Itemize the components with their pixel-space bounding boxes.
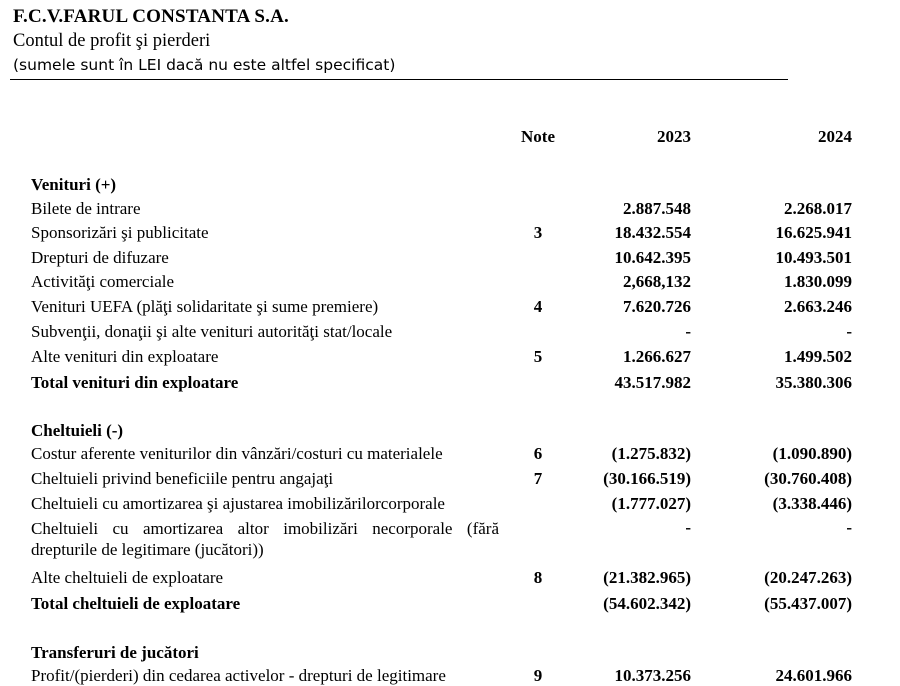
- row-value-2023: 1.266.627: [623, 347, 691, 366]
- row-label: Costur aferente veniturilor din vânzări/costuri cu materialele: [31, 444, 443, 463]
- row-note: 8: [533, 568, 543, 587]
- total-label: Total cheltuieli de exploatare: [31, 594, 241, 613]
- row-value-2024: 10.493.501: [775, 248, 852, 267]
- row-value-2023: (1.777.027): [611, 494, 691, 513]
- row-value-2023: 10.373.256: [614, 666, 691, 685]
- row-label: Cheltuieli cu amortizarea şi ajustarea imobilizărilorcorporale: [31, 494, 445, 513]
- column-headers: [0, 127, 900, 151]
- row-value-2023: -: [685, 518, 691, 537]
- row-label: Venituri UEFA (plăţi solidaritate şi sume premiere): [31, 297, 379, 316]
- row-note: 5: [533, 347, 543, 366]
- section-title-cheltuieli: [0, 421, 900, 445]
- table-row: [0, 322, 900, 346]
- row-value-2023: (1.275.832): [611, 444, 691, 463]
- table-row: [0, 272, 900, 296]
- table-row: [0, 347, 900, 371]
- row-value-2024: 2.663.246: [784, 297, 852, 316]
- row-label: Cheltuieli privind beneficiile pentru angajaţi: [31, 469, 334, 488]
- row-value-2024: 2.268.017: [784, 199, 852, 218]
- row-label: Bilete de intrare: [31, 199, 141, 218]
- row-label: Drepturi de difuzare: [31, 248, 169, 267]
- row-value-2024: (3.338.446): [772, 494, 852, 513]
- row-value-2024: 1.830.099: [784, 272, 852, 291]
- header-rule: [10, 79, 788, 80]
- row-value-2023: 10.642.395: [614, 248, 691, 267]
- table-row: [0, 223, 900, 247]
- row-label: Cheltuieli cu amortizarea altor imobilizări necorporale (fără drepturile de legitimare (jucători)): [31, 519, 499, 559]
- row-label: Profit/(pierderi) din cedarea activelor - drepturi de legitimare: [31, 666, 446, 685]
- total-row-venituri: [0, 373, 900, 397]
- total-value-2024: 35.380.306: [775, 373, 852, 392]
- row-label: Subvenţii, donaţii şi alte venituri autorităţi stat/locale: [31, 322, 393, 341]
- section-title-transferuri: [0, 643, 900, 667]
- row-value-2024: 16.625.941: [775, 223, 852, 242]
- row-value-2024: -: [846, 518, 852, 537]
- table-row: [0, 297, 900, 321]
- row-value-2023: (30.166.519): [603, 469, 691, 488]
- row-note: 6: [533, 444, 543, 463]
- row-note: 7: [533, 469, 543, 488]
- total-label: Total venituri din exploatare: [31, 373, 239, 392]
- row-note: 4: [533, 297, 543, 316]
- row-value-2023: 7.620.726: [623, 297, 691, 316]
- table-row: [0, 199, 900, 223]
- total-value-2024: (55.437.007): [764, 594, 852, 613]
- row-value-2024: -: [846, 322, 852, 341]
- row-label: Alte cheltuieli de exploatare: [31, 568, 224, 587]
- table-row: [0, 666, 900, 685]
- statement-title: Contul de profit şi pierderi: [13, 31, 211, 51]
- row-value-2023: -: [685, 322, 691, 341]
- table-row: [0, 568, 900, 592]
- section-title-venituri: [0, 175, 900, 199]
- row-value-2024: (20.247.263): [764, 568, 852, 587]
- row-value-2024: (30.760.408): [764, 469, 852, 488]
- table-row: [0, 444, 900, 468]
- section-title: Venituri (+): [31, 175, 117, 194]
- currency-note: (sumele sunt în LEI dacă nu este altfel specificat): [13, 56, 396, 74]
- row-note: 3: [533, 223, 543, 242]
- total-row-cheltuieli: [0, 594, 900, 618]
- table-row: [0, 248, 900, 272]
- row-value-2023: 2,668,132: [623, 272, 691, 291]
- section-title: Cheltuieli (-): [31, 421, 124, 440]
- total-value-2023: (54.602.342): [603, 594, 691, 613]
- table-row: [0, 518, 900, 562]
- row-note: 9: [533, 666, 543, 685]
- row-value-2023: (21.382.965): [603, 568, 691, 587]
- column-2023-header: 2023: [657, 127, 691, 146]
- company-name: F.C.V.FARUL CONSTANTA S.A.: [13, 6, 290, 27]
- row-value-2023: 2.887.548: [623, 199, 691, 218]
- row-label: Activităţi comerciale: [31, 272, 175, 291]
- section-title: Transferuri de jucători: [31, 643, 199, 662]
- table-row: [0, 469, 900, 493]
- column-note-header: Note: [521, 127, 555, 146]
- row-value-2024: 1.499.502: [784, 347, 852, 366]
- total-value-2023: 43.517.982: [614, 373, 691, 392]
- row-label: Sponsorizări şi publicitate: [31, 223, 209, 242]
- row-value-2023: 18.432.554: [614, 223, 691, 242]
- row-value-2024: (1.090.890): [772, 444, 852, 463]
- row-value-2024: 24.601.966: [775, 666, 852, 685]
- row-label: Alte venituri din exploatare: [31, 347, 219, 366]
- table-row: [0, 494, 900, 518]
- column-2024-header: 2024: [818, 127, 852, 146]
